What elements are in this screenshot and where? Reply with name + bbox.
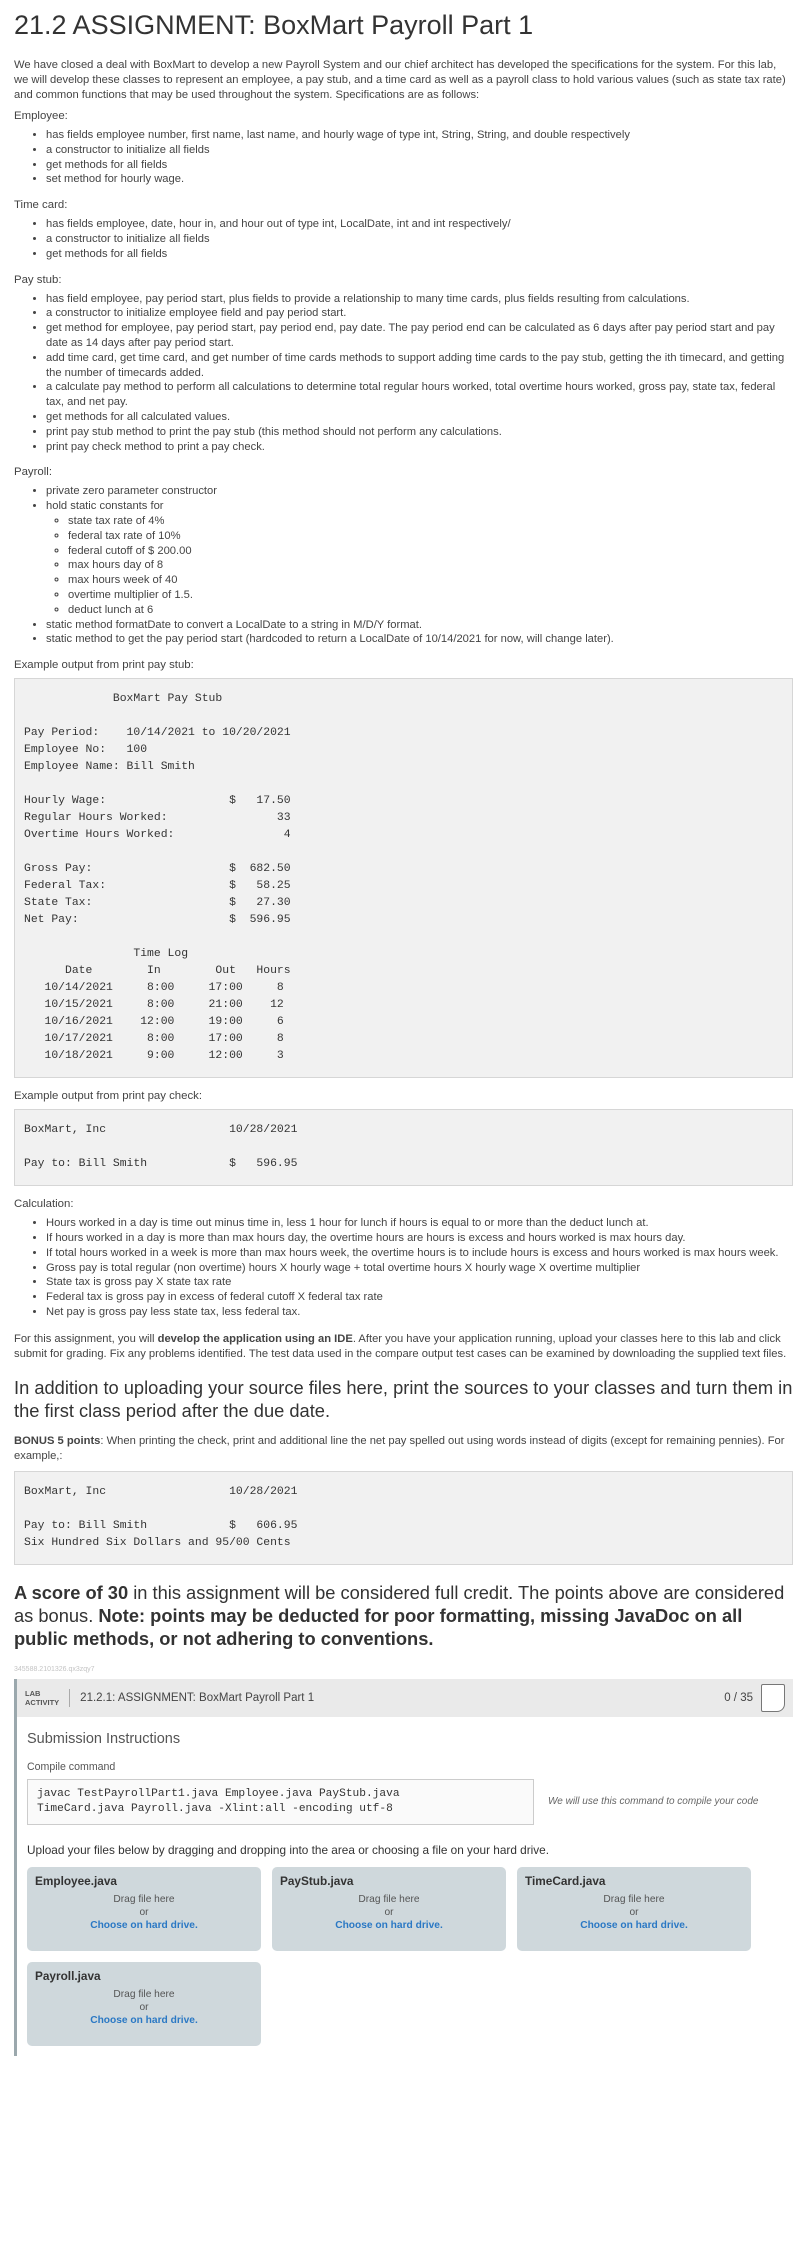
list-item: • Federal tax is gross pay in excess of federal cutoff X federal tax rate — [46, 1290, 793, 1305]
constant-item: ◦ state tax rate of 4% — [68, 514, 793, 529]
bonus-text: : When printing the check, print and additional line the net pay spelled out using words instead of digits (except for remaining pennies). For example,: — [14, 1434, 785, 1462]
list-item: • a calculate pay method to perform all calculations to determine total regular hours worked, total overtime hours worked, gross pay, state tax, federal tax, and net pay. — [46, 380, 793, 410]
drag-file-text: Drag file here — [603, 1893, 665, 1905]
list-item: • set method for hourly wage. — [46, 172, 793, 187]
constant-item: ◦ federal cutoff of $ 200.00 — [68, 544, 793, 559]
paystub-label: Pay stub: — [14, 273, 62, 286]
choose-file-link[interactable]: Choose on hard drive. — [335, 1919, 443, 1931]
lab-tag-line1: LAB — [25, 1688, 41, 1698]
payroll-spec-list — [14, 484, 793, 647]
bonus-paragraph — [14, 1434, 793, 1464]
lab-activity-tag — [25, 1689, 70, 1707]
list-item: • get methods for all calculated values. — [46, 410, 793, 425]
list-item: • If total hours worked in a week is more than max hours week, the overtime hours is to include hours is excess and hours worked is max hours week. — [46, 1246, 793, 1261]
list-item: • Net pay is gross pay less state tax, less federal tax. — [46, 1305, 793, 1320]
list-item: • print pay check method to print a pay check. — [46, 440, 793, 455]
constant-item: ◦ max hours day of 8 — [68, 558, 793, 573]
intro-paragraph: We have closed a deal with BoxMart to develop a new Payroll System and our chief architect has developed the specifications for the system. For this lab, we will develop these classes to represent an employee, a pay stub, and a time card as well as a payroll class to hold various values (such as state tax rate) and common functions that may be used throughout the system. Specifications are as follows: — [14, 59, 786, 101]
list-item: • a constructor to initialize employee field and pay period start. — [46, 306, 793, 321]
list-item: • If hours worked in a day is more than max hours day, the overtime hours are hours is excess and hours worked is max hours day. — [46, 1231, 793, 1246]
compile-command: javac TestPayrollPart1.java Employee.java PayStub.java TimeCard.java Payroll.java -Xlint:all -encoding utf-8 — [27, 1779, 534, 1825]
page-title: 21.2 ASSIGNMENT: BoxMart Payroll Part 1 — [14, 10, 534, 40]
constant-item: ◦ overtime multiplier of 1.5. — [68, 588, 793, 603]
employee-spec-list — [14, 128, 793, 187]
paystub-file-dropzone[interactable] — [272, 1867, 506, 1951]
constant-item: ◦ max hours week of 40 — [68, 573, 793, 588]
score-note — [14, 1581, 793, 1650]
pay-stub-example: BoxMart Pay Stub Pay Period: 10/14/2021 to 10/20/2021 Employee No: 100 Employee Name: Bill Smith Hourly Wage: $ 17.50 Regular Hours Worked: 33 Overtime Hours Worked: 4 Gross Pay: $ 682.50 Federal Tax: $ 58.25 State Tax: $ 27.30 Net Pay: $ 596.95 Time Log Date In Out Hours 10/14/2021 8:00 17:00 8 10/15/2021 8:00 21:00 12 10/16/2021 12:00 19:00 6 10/17/2021 8:00 17:00 8 10/18/2021 9:00 12:00 3 — [14, 678, 793, 1078]
constant-item: ◦ federal tax rate of 10% — [68, 529, 793, 544]
drag-file-text: Drag file here — [113, 1893, 175, 1905]
list-item: • has fields employee number, first name, last name, and hourly wage of type int, String, String, and double respectively — [46, 128, 793, 143]
assignment-text-end: . After you have your application running, upload your classes here to this lab and click submit for grading. Fix any problems identified. The test data used in the compare output test cases can be examined by downloading the supplied text files. — [14, 1332, 787, 1360]
timecard-spec-list — [14, 217, 793, 261]
employee-file-dropzone[interactable] — [27, 1867, 261, 1951]
compile-row — [27, 1779, 783, 1825]
compile-command-label: Compile command — [27, 1760, 116, 1773]
list-item: • Hours worked in a day is time out minus time in, less 1 hour for lunch if hours is equal to or more than the deduct lunch at. — [46, 1216, 793, 1231]
score-bold: A score of 30 — [14, 1581, 129, 1603]
lab-body — [17, 1717, 793, 2056]
pay-check-example: BoxMart, Inc 10/28/2021 Pay to: Bill Smith $ 596.95 — [14, 1109, 793, 1186]
list-item: • get methods for all fields — [46, 158, 793, 173]
lab-activity — [14, 1679, 793, 2056]
list-item: • a constructor to initialize all fields — [46, 232, 793, 247]
timecard-file-dropzone[interactable] — [517, 1867, 751, 1951]
payroll-label: Payroll: — [14, 466, 52, 479]
list-item: • get methods for all fields — [46, 247, 793, 262]
score-warning: Note: points may be deducted for poor formatting, missing JavaDoc on all public methods, or not adhering to conventions. — [14, 1604, 743, 1649]
lab-header — [17, 1679, 793, 1717]
timecard-label: Time card: — [14, 199, 68, 212]
or-text: or — [629, 1906, 639, 1918]
assignment-emphasis: develop the application using an IDE — [157, 1332, 353, 1345]
dropzone-filename: Payroll.java — [35, 1968, 101, 1983]
dropzone-filename: TimeCard.java — [525, 1873, 606, 1888]
list-item: • print pay stub method to print the pay stub (this method should not perform any calculations. — [46, 425, 793, 440]
list-item: • has field employee, pay period start, plus fields to provide a relationship to many time cards, plus fields resulting from calculations. — [46, 292, 793, 307]
list-item: • a constructor to initialize all fields — [46, 143, 793, 158]
assignment-paragraph — [14, 1332, 793, 1362]
example-stub-label: Example output from print pay stub: — [14, 659, 194, 672]
calculation-list — [14, 1216, 793, 1320]
list-item: • Gross pay is total regular (non overtime) hours X hourly wage + total overtime hours X hourly wage X overtime multiplier — [46, 1261, 793, 1276]
list-item — [46, 499, 793, 617]
list-item: • get method for employee, pay period start, pay period end, pay date. The pay period end can be calculated as 6 days after pay period start and pay date as 14 days after pay period start. — [46, 321, 793, 351]
list-item: • static method formatDate to convert a LocalDate to a string in M/D/Y format. — [46, 618, 793, 633]
compile-note: We will use this command to compile your code — [548, 1796, 759, 1808]
list-item: • private zero parameter constructor — [46, 484, 793, 499]
dropzone-filename: PayStub.java — [280, 1873, 354, 1888]
lab-title: 21.2.1: ASSIGNMENT: BoxMart Payroll Part 1 — [80, 1691, 315, 1704]
lab-tag-line2: ACTIVITY — [25, 1697, 60, 1707]
bonus-example: BoxMart, Inc 10/28/2021 Pay to: Bill Smith $ 606.95 Six Hundred Six Dollars and 95/00 Cents — [14, 1471, 793, 1565]
list-item: • State tax is gross pay X state tax rate — [46, 1275, 793, 1290]
list-item-text: hold static constants for — [46, 500, 164, 513]
employee-label: Employee: — [14, 110, 68, 122]
paystub-spec-list — [14, 292, 793, 455]
list-item: • static method to get the pay period start (hardcoded to return a LocalDate of 10/14/2021 for now, will change later). — [46, 632, 793, 647]
assignment-text: For this assignment, you will — [14, 1332, 158, 1345]
choose-file-link[interactable]: Choose on hard drive. — [580, 1919, 688, 1931]
submission-instructions-title: Submission Instructions — [27, 1730, 181, 1747]
or-text: or — [384, 1906, 394, 1918]
payroll-file-dropzone[interactable] — [27, 1962, 261, 2046]
print-sources-note: In addition to uploading your source files here, print the sources to your classes and turn them in the first class period after the due date. — [14, 1376, 793, 1421]
upload-instructions: Upload your files below by dragging and dropping into the area or choosing a file on your hard drive. — [27, 1842, 550, 1857]
or-text: or — [139, 1906, 149, 1918]
list-item: • has fields employee, date, hour in, and hour out of type int, LocalDate, int and int respectively/ — [46, 217, 793, 232]
bonus-label: BONUS 5 points — [14, 1434, 101, 1447]
constants-list — [46, 514, 793, 618]
dropzone-filename: Employee.java — [35, 1873, 117, 1888]
choose-file-link[interactable]: Choose on hard drive. — [90, 2014, 198, 2026]
watermark-id: 345588.2101326.qx3zqy7 — [14, 1665, 95, 1673]
constant-item: ◦ deduct lunch at 6 — [68, 603, 793, 618]
list-item: • add time card, get time card, and get number of time cards methods to support adding time cards to the pay stub, getting the ith timecard, and getting the number of timecards added. — [46, 351, 793, 381]
calculation-label: Calculation: — [14, 1198, 74, 1211]
choose-file-link[interactable]: Choose on hard drive. — [90, 1919, 198, 1931]
or-text: or — [139, 2001, 149, 2013]
file-drop-grid — [27, 1867, 783, 2046]
lab-score: 0 / 35 — [724, 1691, 753, 1704]
drag-file-text: Drag file here — [113, 1988, 175, 2000]
example-check-label: Example output from print pay check: — [14, 1090, 203, 1103]
score-text: in this assignment will be considered full credit. The points above are considered as bonus. — [14, 1581, 785, 1626]
drag-file-text: Drag file here — [358, 1893, 420, 1905]
completion-badge-icon — [761, 1684, 785, 1712]
